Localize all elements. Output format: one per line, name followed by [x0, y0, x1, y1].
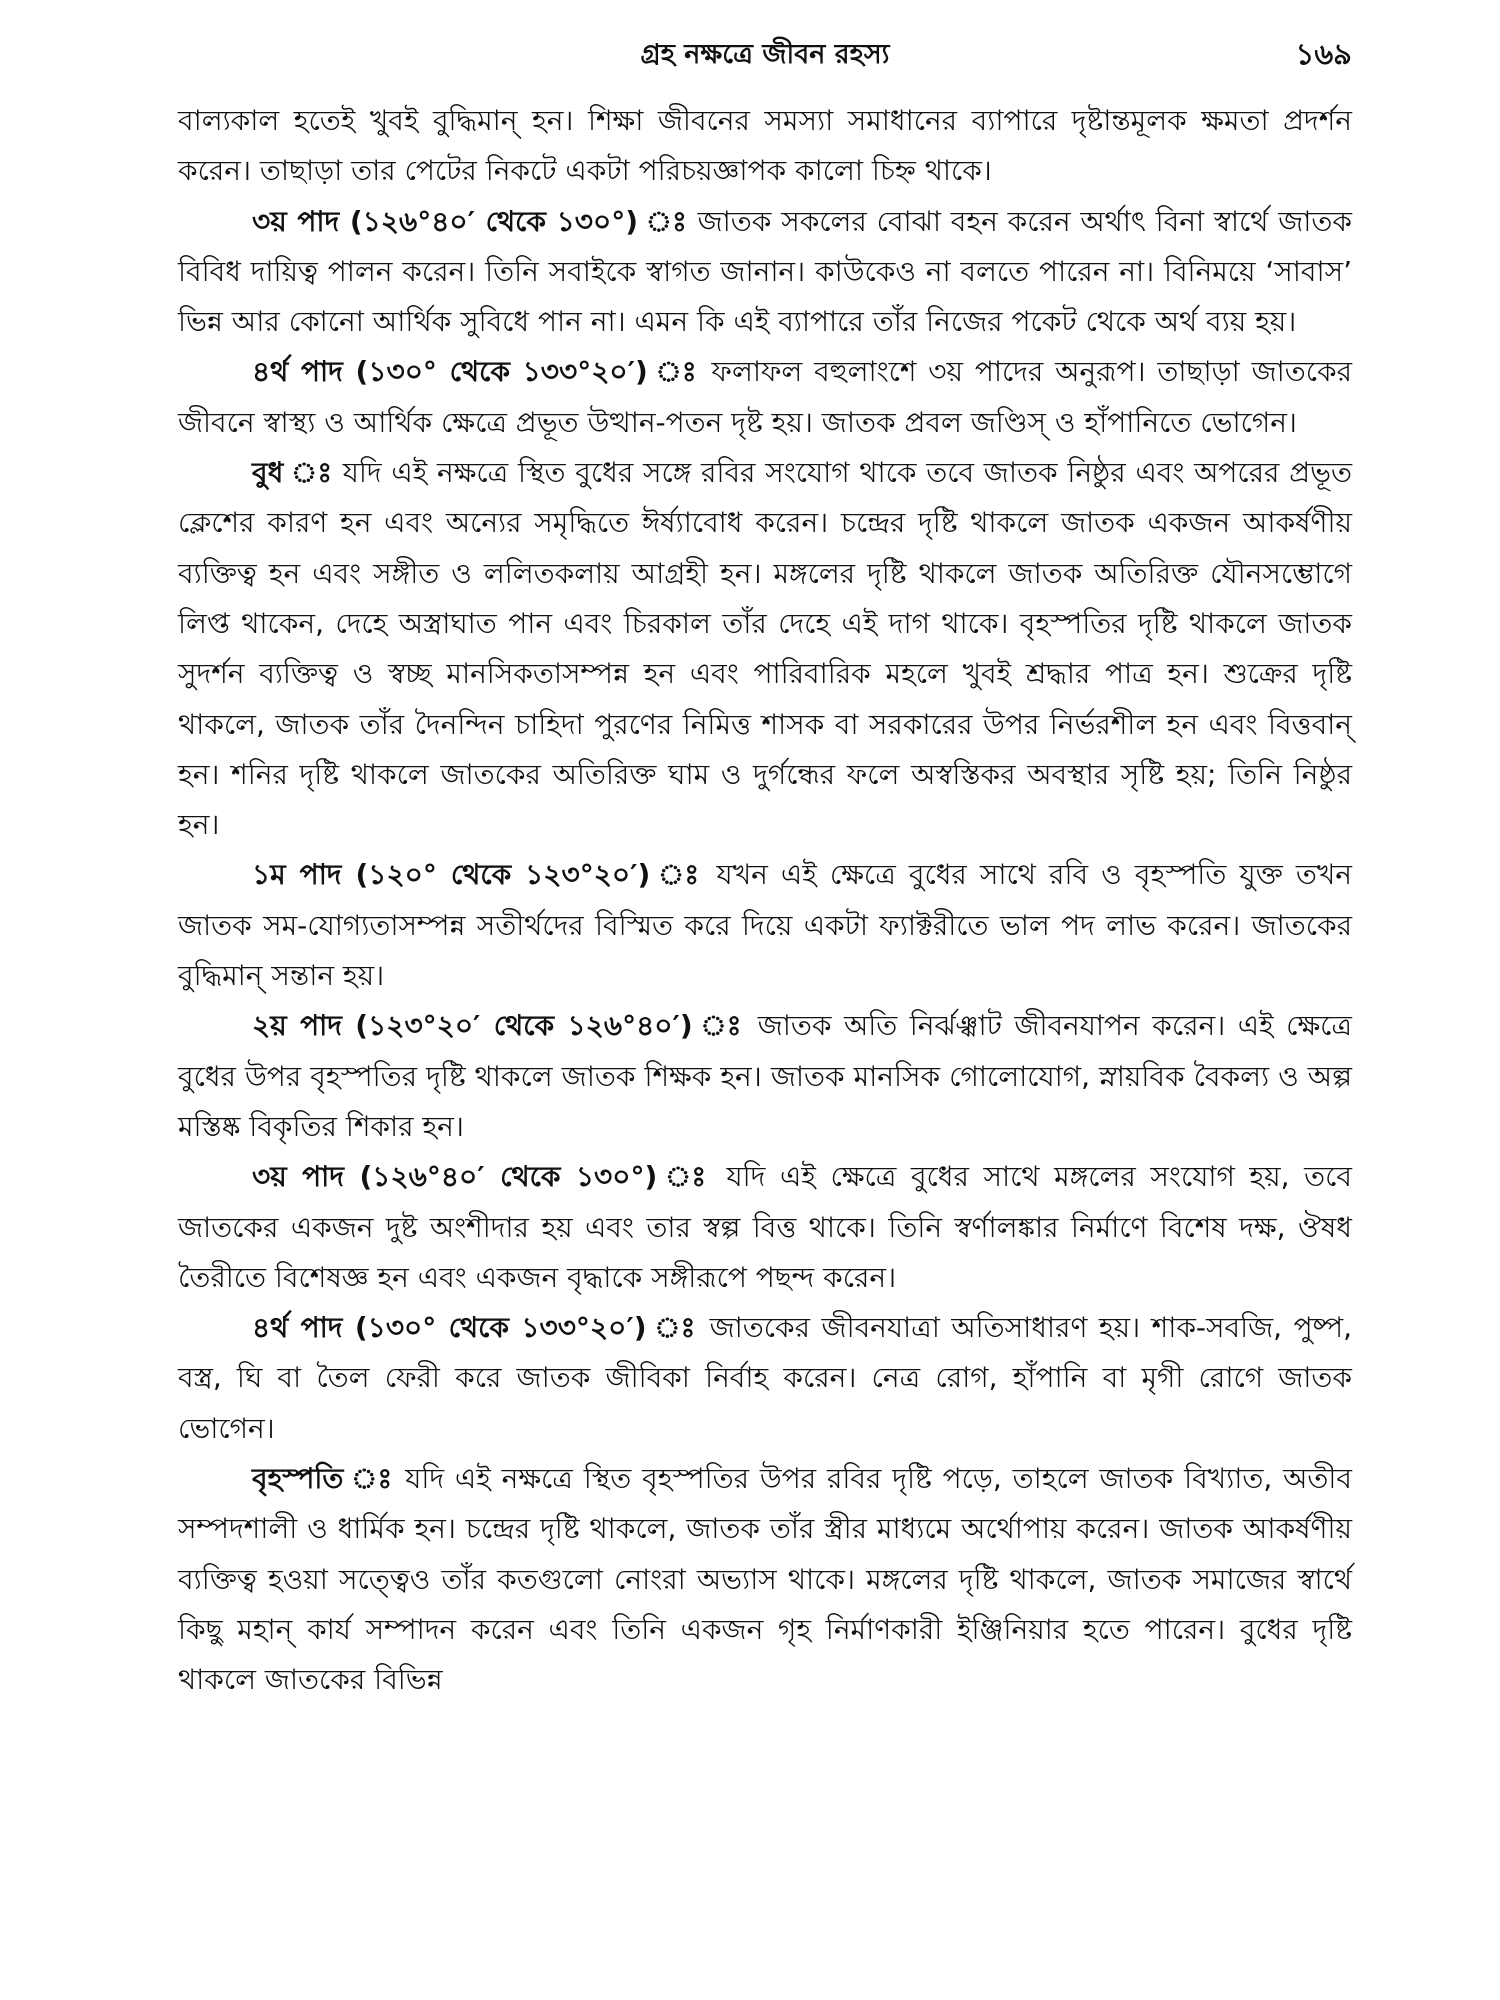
paragraph-lead: বৃহস্পতি ঃ [252, 1462, 395, 1496]
paragraph-text: জাতক অতি নির্ঝঞ্ঝাট জীবনযাপন করেন। এই ক্ষেত্রে বুধের উপর বৃহস্পতির দৃষ্টি থাকলে জাতক শিক্ষক হন। জাতক মানসিক গোলোযোগ, স্নায়বিক বৈকল্য ও অল্প মস্তিষ্ক বিকৃতির শিকার হন। [178, 1009, 1352, 1143]
paragraph-text: জাতক সকলের বোঝা বহন করেন অর্থাৎ বিনা স্বার্থে জাতক বিবিধ দায়িত্ব পালন করেন। তিনি সবাইকে স্বাগত জানান। কাউকেও না বলতে পারেন না। বিনিময়ে ‘সাবাস’ ভিন্ন আর কোনো আর্থিক সুবিধে পান না। এমন কি এই ব্যাপারে তাঁর নিজের পকেট থেকে অর্থ ব্যয় হয়। [178, 204, 1352, 339]
paragraph-lead: ৩য় পাদ (১২৬°৪০′ থেকে ১৩০°) ঃ [252, 204, 688, 238]
paragraph-budh [178, 448, 1352, 850]
paragraph-lead: ৪র্থ পাদ (১৩০° থেকে ১৩৩°২০′) ঃ [252, 1311, 699, 1345]
paragraph-text: জাতকের জীবনযাত্রা অতিসাধারণ হয়। শাক-সবজি, পুষ্প, বস্ত্র, ঘি বা তৈল ফেরী করে জাতক জীবিকা নির্বাহ করেন। নেত্র রোগ, হাঁপানি বা মৃগী রোগে জাতক ভোগেন। [178, 1311, 1352, 1445]
paragraph-lead: বুধ ঃ [252, 456, 334, 490]
paragraph-pada-2 [178, 1001, 1352, 1152]
paragraph-text: ফলাফল বহুলাংশে ৩য় পাদের অনুরূপ। তাছাড়া জাতকের জীবনে স্বাস্থ্য ও আর্থিক ক্ষেত্রে প্রভূত উত্থান-পতন দৃষ্ট হয়। জাতক প্রবল জণ্ডিস্‌ ও হাঁপানিতে ভোগেন। [178, 355, 1352, 439]
paragraph-lead: ৩য় পাদ (১২৬°৪০′ থেকে ১৩০°) ঃ [252, 1160, 712, 1194]
running-title: গ্রহ নক্ষত্রে জীবন রহস্য [640, 39, 890, 70]
paragraph-lead: ৪র্থ পাদ (১৩০° থেকে ১৩৩°২০′) ঃ [252, 355, 700, 389]
paragraph-pada-3 [178, 197, 1352, 348]
paragraph-pada-4 [178, 347, 1352, 448]
paragraph-pada-3-budh [178, 1152, 1352, 1303]
paragraph-lead: ১ম পাদ (১২০° থেকে ১২৩°২০′) ঃ [252, 858, 704, 892]
body-text [178, 96, 1352, 1706]
paragraph-text: যদি এই নক্ষত্রে স্থিত বৃহস্পতির উপর রবির দৃষ্টি পড়ে, তাহলে জাতক বিখ্যাত, অতীব সম্পদশালী ও ধার্মিক হন। চন্দ্রের দৃষ্টি থাকলে, জাতক তাঁর স্ত্রীর মাধ্যমে অর্থোপায় করেন। জাতক আকর্ষণীয় ব্যক্তিত্ব হওয়া সত্ত্বেও তাঁর কতগুলো নোংরা অভ্যাস থাকে। মঙ্গলের দৃষ্টি থাকলে, জাতক সমাজের স্বার্থে কিছু মহান্‌ কার্য সম্পাদন করেন এবং তিনি একজন গৃহ নির্মাণকারী ইঞ্জিনিয়ার হতে পারেন। বুধের দৃষ্টি থাকলে জাতকের বিভিন্ন [178, 1462, 1353, 1697]
paragraph-lead: ২য় পাদ (১২৩°২০′ থেকে ১২৬°৪০′) ঃ [252, 1009, 746, 1043]
paragraph-pada-4-budh [178, 1303, 1352, 1454]
running-header [178, 28, 1352, 90]
page-number: ১৬৯ [1295, 37, 1352, 71]
paragraph-text: যখন এই ক্ষেত্রে বুধের সাথে রবি ও বৃহস্পতি যুক্ত তখন জাতক সম-যোগ্যতাসম্পন্ন সতীর্থদের বিস্মিত করে দিয়ে একটা ফ্যাক্টরীতে ভাল পদ লাভ করেন। জাতকের বুদ্ধিমান্‌ সন্তান হয়। [178, 858, 1353, 993]
paragraph-brihaspati [178, 1454, 1352, 1705]
paragraph-pada-1 [178, 850, 1352, 1001]
paragraph-text: বাল্যকাল হতেই খুবই বুদ্ধিমান্‌ হন। শিক্ষা জীবনের সমস্যা সমাধানের ব্যাপারে দৃষ্টান্তমূলক ক্ষমতা প্রদর্শন করেন। তাছাড়া তার পেটের নিকটে একটা পরিচয়জ্ঞাপক কালো চিহ্ন থাকে। [178, 104, 1352, 188]
paragraph-text: যদি এই নক্ষত্রে স্থিত বুধের সঙ্গে রবির সংযোগ থাকে তবে জাতক নিষ্ঠুর এবং অপরের প্রভূত ক্লেশের কারণ হন এবং অন্যের সমৃদ্ধিতে ঈর্ষ্যাবোধ করেন। চন্দ্রের দৃষ্টি থাকলে জাতক একজন আকর্ষণীয় ব্যক্তিত্ব হন এবং সঙ্গীত ও ললিতকলায় আগ্রহী হন। মঙ্গলের দৃষ্টি থাকলে জাতক অতিরিক্ত যৌনসম্ভোগে লিপ্ত থাকেন, দেহে অস্ত্রাঘাত পান এবং চিরকাল তাঁর দেহে এই দাগ থাকে। বৃহস্পতির দৃষ্টি থাকলে জাতক সুদর্শন ব্যক্তিত্ব ও স্বচ্ছ মানসিকতাসম্পন্ন হন এবং পারিবারিক মহলে খুবই শ্রদ্ধার পাত্র হন। শুক্রের দৃষ্টি থাকলে, জাতক তাঁর দৈনন্দিন চাহিদা পুরণের নিমিত্ত শাসক বা সরকারের উপর নির্ভরশীল হন এবং বিত্তবান্‌ হন। শনির দৃষ্টি থাকলে জাতকের অতিরিক্ত ঘাম ও দুর্গন্ধের ফলে অস্বস্তিকর অবস্থার সৃষ্টি হয়; তিনি নিষ্ঠুর হন। [178, 456, 1352, 842]
paragraph-text: যদি এই ক্ষেত্রে বুধের সাথে মঙ্গলের সংযোগ হয়, তবে জাতকের একজন দুষ্ট অংশীদার হয় এবং তার স্বল্প বিত্ত থাকে। তিনি স্বর্ণালঙ্কার নির্মাণে বিশেষ দক্ষ, ঔষধ তৈরীতে বিশেষজ্ঞ হন এবং একজন বৃদ্ধাকে সঙ্গীরূপে পছন্দ করেন। [178, 1160, 1352, 1294]
paragraph-continuation [178, 96, 1352, 197]
